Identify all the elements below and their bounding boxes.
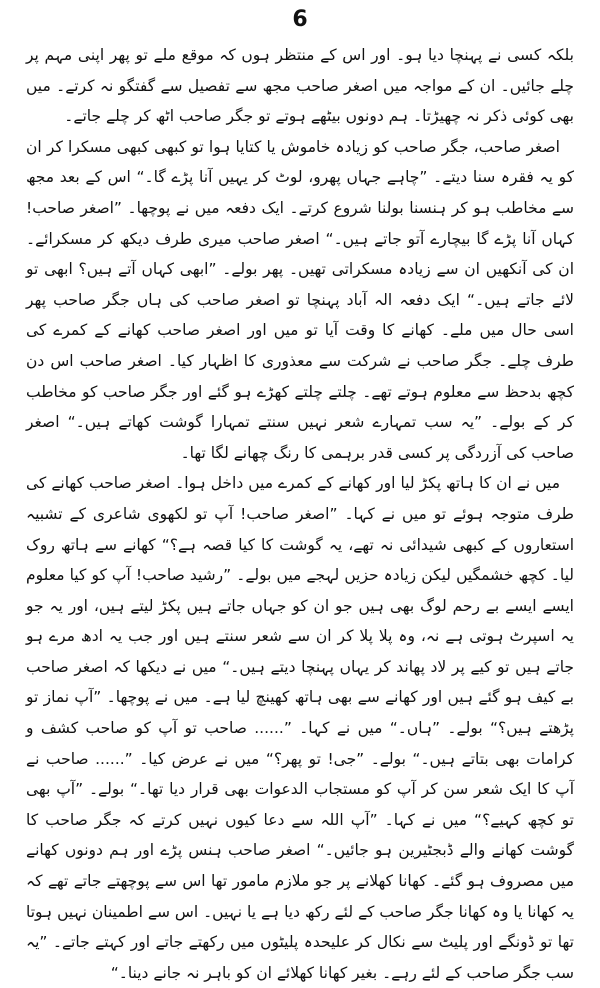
paragraph-1: بلکہ کسی نے پہنچا دیا ہو۔ اور اس کے منتظر ہوں کہ موقع ملے تو پھر اپنی مہم پر چلے جائیں۔ ان کے مواجہ میں اصغر صاحب مجھ سے تفصیل سے گفتگو نہ کرتے۔ میں بھی کوئی ذکر نہ چھیڑتا۔ ہم دونوں بیٹھے ہوتے تو جگر صاحب اٹھ کر چلے جاتے۔ <box>26 46 574 126</box>
paragraph-3: میں نے ان کا ہاتھ پکڑ لیا اور کھانے کے کمرے میں داخل ہوا۔ اصغر صاحب کھانے کی طرف متوجہ ہوئے تو میں نے کہا۔ ”اصغر صاحب! آپ تو لکھوی شاعری کے تشبیہ استعاروں کے کبھی شیدائی نہ تھے، یہ گوشت کا کیا قصہ ہے؟“ کھانے سے ہاتھ روک لیا۔ کچھ خشمگیں لیکن زیادہ حزیں لہجے میں بولے۔ ”رشید صاحب! آپ کو کیا معلوم ایسے ایسے بے رحم لوگ بھی ہیں جو ان کو جہاں جاتے ہیں پکڑ لیتے ہیں، اور یہ جو یہ اسپرٹ ہوتی ہے نہ، وہ پلا پلا کر ان سے شعر سنتے ہیں اور جب یہ ادھ مرے ہو جاتے ہیں تو کیے پر لاد پھاند کر یہاں پہنچا دیتے ہیں۔“ میں نے دیکھا کہ اصغر صاحب بے کیف ہو گئے ہیں اور کھانے سے بھی ہاتھ کھینچ لیا ہے۔ میں نے پوچھا۔ ”آپ نماز تو پڑھتے ہیں؟“ بولے۔ ”ہاں۔“ میں نے کہا۔ ”...... صاحب تو آپ کو صاحب کشف و کرامات بھی بتاتے ہیں۔“ بولے۔ ”جی! تو پھر؟“ میں نے عرض کیا۔ ”...... صاحب نے آپ کا ایک شعر سن کر آپ کو مستجاب الدعوات بھی قرار دیا تھا۔“ بولے۔ ”آپ بھی تو کچھ کہیے؟“ میں نے کہا۔ ”آپ اللہ سے دعا کیوں نہیں کرتے کہ جگر صاحب کا گوشت کھانے والے ڈبجٹیرین ہو جائیں۔“ اصغر صاحب ہنس پڑے اور ہم دونوں کھانے میں مصروف ہو گئے۔ کھانا کھلانے پر جو ملازم مامور تھا اس سے پوچھتے جاتے تھے کہ یہ کھانا یا وہ کھانا جگر صاحب کے لئے رکھ دیا ہے یا نہیں۔ اس سے اطمینان نہیں ہوتا تھا تو ڈونگے اور پلیٹ سے نکال کر علیحدہ پلیٹوں میں رکھتے جاتے اور کہتے جاتے۔ ”یہ سب جگر صاحب کے لئے رہے۔ بغیر کھانا کھلائے ان کو باہر نہ جانے دینا۔“ <box>26 474 574 982</box>
paragraph-2: اصغر صاحب، جگر صاحب کو زیادہ خاموش یا کتایا ہوا تو کبھی کبھی مسکرا کر ان کو یہ فقرہ سنا دیتے۔ ”چاہے جہاں پھرو، لوٹ کر یہیں آنا پڑے گا۔“ اس کے بعد مجھ سے مخاطب ہو کر ہنسنا بولنا شروع کرتے۔ ایک دفعہ میں نے پوچھا۔ ”اصغر صاحب! کہاں آنا پڑے گا بیچارے آتو جاتے ہیں۔“ اصغر صاحب میری طرف دیکھ کر مسکرائے۔ ان کی آنکھیں ان سے زیادہ مسکراتی تھیں۔ پھر بولے۔ ”ابھی کہاں آتے ہیں؟ ابھی تو لائے جاتے ہیں۔“ ایک دفعہ الہ آباد پہنچا تو اصغر صاحب کی ہاں جگر صاحب پھر اسی حال میں ملے۔ کھانے کا وقت آیا تو میں اور اصغر صاحب کھانے کے کمرے کی طرف چلے۔ جگر صاحب نے شرکت سے معذوری کا اظہار کیا۔ اصغر صاحب اس دن کچھ بدحظ سے معلوم ہوتے تھے۔ چلتے چلتے کھڑے ہو گئے اور جگر صاحب کو مخاطب کر کے بولے۔ ”یہ سب تمہارے شعر نہیں سنتے تمہارا گوشت کھاتے ہیں۔“ اصغر صاحب کی آزردگی پر کسی قدر برہمی کا رنگ چھانے لگا تھا۔ <box>26 137 574 462</box>
page-number: 6 <box>292 7 308 32</box>
body-text <box>26 40 574 988</box>
